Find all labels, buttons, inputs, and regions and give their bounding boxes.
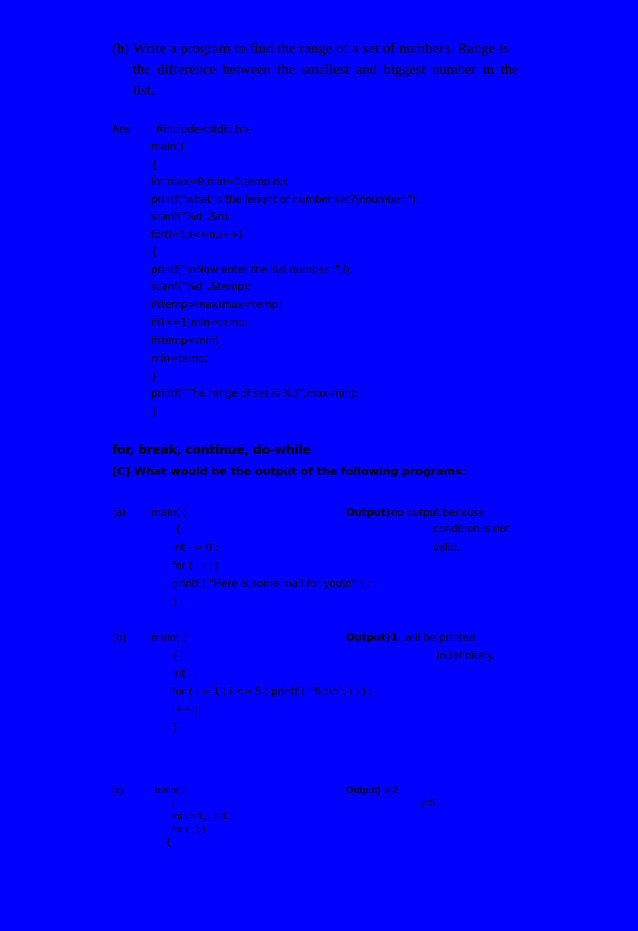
answer-code-line: min=temp;	[151, 354, 208, 365]
section-heading: for, break, continue, do-while	[112, 442, 311, 457]
a-code-line: {	[175, 524, 182, 535]
a-label: (a)	[112, 508, 126, 519]
question-h-line2: the difference between the smallest and biggest number in the	[133, 62, 519, 78]
answer-code-line: int max=0,min=0,temp,n,i;	[151, 177, 289, 188]
b-code-line: {	[172, 651, 179, 662]
answer-code-line: main()	[151, 142, 184, 153]
section-c-heading: [C] What would be the output of the following programs:	[112, 465, 466, 478]
a-output-line3: valid.	[433, 543, 461, 554]
a-output-line1: no output because	[391, 508, 485, 519]
question-h-line1: Write a program to find the range of a set of numbers. Range is	[133, 41, 510, 57]
a-code-line: main( )	[151, 508, 187, 519]
answer-code-line: scanf("%d",&temp);	[151, 282, 252, 293]
b-output-line1: will be printed	[404, 633, 476, 644]
answer-code-line: for(i=1;i<=n;i++)	[151, 230, 243, 241]
answer-code-line: }	[151, 407, 158, 418]
b-output-label: Output)	[346, 633, 391, 644]
answer-code-line: }	[151, 372, 158, 383]
answer-code-line: printf("The range of set is %d",max-min);	[151, 389, 358, 400]
question-h-label: (h)	[112, 41, 129, 57]
b-label: (b)	[112, 633, 127, 644]
c-output-line2: j=5	[422, 798, 436, 809]
c-code-line: for ( ; ; )	[172, 824, 206, 835]
answer-code-line: {	[151, 247, 158, 258]
c-code-line: {	[167, 837, 171, 848]
c-code-line: int i = 1, j = 1 ;	[172, 811, 233, 822]
c-output-label: Output)	[346, 785, 381, 796]
answer-code-line: {	[151, 160, 158, 171]
b-code-line: main( )	[151, 633, 187, 644]
question-h-line3: list.	[133, 83, 155, 99]
answer-code-line: printf("what is the lenght of number set?\nnumber:");	[151, 195, 420, 206]
a-code-line: for ( ; i ; )	[172, 561, 219, 572]
c-output-line1: i=2	[385, 785, 399, 796]
a-output-label: Output)	[346, 508, 391, 519]
b-code-line: int i ;	[172, 669, 198, 680]
a-code-line: int i = 0 ;	[172, 543, 219, 554]
b-code-line: }	[172, 723, 179, 734]
answer-code-line: if(i==1)min=temp;	[151, 318, 248, 329]
a-code-line: }	[172, 597, 179, 608]
b-code-line: i++ ;	[172, 705, 199, 716]
a-code-line: printf ( "Here is some mail for you\n" ) ;	[172, 579, 370, 590]
answer-label: Ans	[112, 125, 131, 136]
answer-code-line: if(temp>max)max=temp;	[151, 300, 282, 311]
answer-code-line: if(temp<min)	[151, 336, 219, 347]
b-code-line: for ( i = 1 ; i <= 5 ; printf ( "%d\n", i ) ) ;	[172, 687, 373, 698]
answer-code-line: scanf("%d",&n);	[151, 212, 232, 223]
b-output-line2: indefinitely.	[437, 651, 495, 662]
a-output-line2: condition is not	[433, 524, 510, 535]
c-code-line: {	[172, 798, 176, 809]
answer-code-line: printf("\nNow enter the %d number :",i);	[151, 265, 353, 276]
b-output-number: 1	[391, 633, 398, 644]
c-code-line: main( )	[155, 785, 185, 796]
answer-code-line: #include<stdio.h>	[155, 125, 251, 136]
c-label: (c)	[112, 785, 124, 796]
